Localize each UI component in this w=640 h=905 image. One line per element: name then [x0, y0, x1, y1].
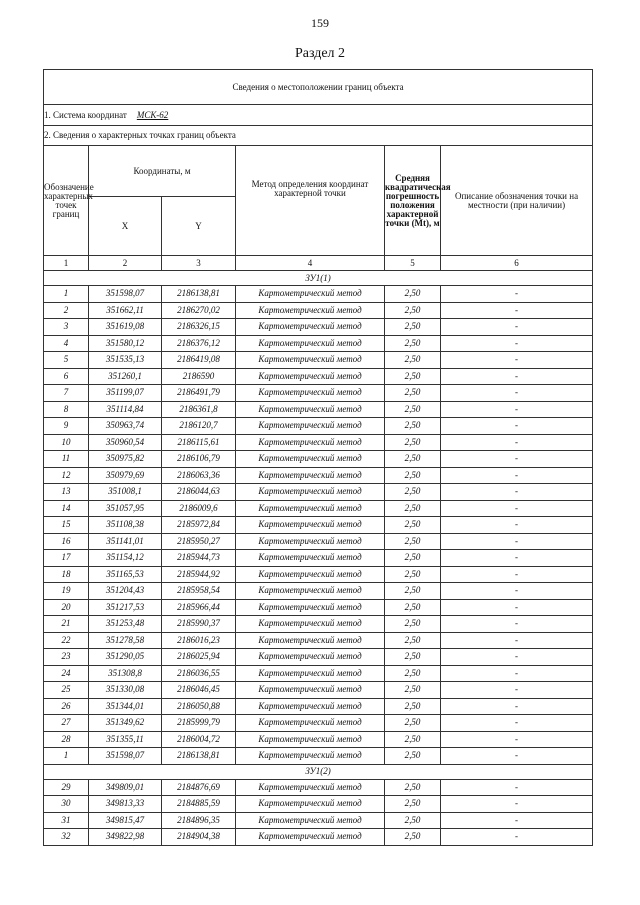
- method-cell: Картометрический метод: [236, 434, 385, 451]
- mt-value-cell: 2,50: [385, 500, 441, 517]
- description-cell: -: [441, 484, 593, 501]
- mt-value-cell: 2,50: [385, 599, 441, 616]
- header-coordinates: Координаты, м: [89, 146, 236, 197]
- point-number-cell: 25: [44, 682, 89, 699]
- method-cell: Картометрический метод: [236, 302, 385, 319]
- mt-value-cell: 2,50: [385, 352, 441, 369]
- coord-x-cell: 351349,62: [89, 715, 162, 732]
- coord-x-cell: 350975,82: [89, 451, 162, 468]
- coord-y-cell: 2186016,23: [162, 632, 236, 649]
- section-title: Раздел 2: [294, 46, 346, 61]
- table-row: [44, 500, 593, 517]
- method-cell: Картометрический метод: [236, 451, 385, 468]
- table-row: [44, 401, 593, 418]
- mt-value-cell: 2,50: [385, 649, 441, 666]
- table-row: [44, 829, 593, 846]
- coord-system-label: 1. Система координат: [44, 109, 127, 120]
- column-number: 4: [236, 256, 385, 271]
- method-cell: Картометрический метод: [236, 812, 385, 829]
- description-cell: -: [441, 665, 593, 682]
- coord-y-cell: 2185958,54: [162, 583, 236, 600]
- method-cell: Картометрический метод: [236, 796, 385, 813]
- coord-y-cell: 2185950,27: [162, 533, 236, 550]
- points-heading: 2. Сведения о характерных точках границ объекта: [44, 126, 593, 146]
- point-number-cell: 6: [44, 368, 89, 385]
- description-cell: -: [441, 368, 593, 385]
- coord-y-cell: 2186138,81: [162, 748, 236, 765]
- coord-x-cell: 351330,08: [89, 682, 162, 699]
- page-number: 159: [311, 16, 329, 30]
- coord-x-cell: 351108,38: [89, 517, 162, 534]
- coord-y-cell: 2186046,45: [162, 682, 236, 699]
- coord-x-cell: 351204,43: [89, 583, 162, 600]
- description-cell: -: [441, 500, 593, 517]
- coord-y-cell: 2186138,81: [162, 286, 236, 303]
- table-row: [44, 302, 593, 319]
- method-cell: Картометрический метод: [236, 335, 385, 352]
- method-cell: Картометрический метод: [236, 599, 385, 616]
- point-number-cell: 26: [44, 698, 89, 715]
- coord-y-cell: 2186004,72: [162, 731, 236, 748]
- coord-x-cell: 350963,74: [89, 418, 162, 435]
- coord-y-cell: 2186376,12: [162, 335, 236, 352]
- header-description: Описание обозначения точки на местности (при наличии): [441, 146, 593, 256]
- mt-value-cell: 2,50: [385, 368, 441, 385]
- column-number: 1: [44, 256, 89, 271]
- coord-x-cell: 349813,33: [89, 796, 162, 813]
- mt-value-cell: 2,50: [385, 829, 441, 846]
- header-error: Средняя квадратическая погрешность положения характерной точки (Mt), м: [385, 146, 441, 256]
- coord-y-cell: 2184904,38: [162, 829, 236, 846]
- mt-value-cell: 2,50: [385, 484, 441, 501]
- table-row: [44, 698, 593, 715]
- description-cell: -: [441, 385, 593, 402]
- mt-value-cell: 2,50: [385, 401, 441, 418]
- point-number-cell: 22: [44, 632, 89, 649]
- coord-x-cell: 351165,53: [89, 566, 162, 583]
- table-row: [44, 286, 593, 303]
- description-cell: -: [441, 434, 593, 451]
- header-x: X: [89, 197, 162, 256]
- coord-x-cell: 349809,01: [89, 779, 162, 796]
- table-row: [44, 566, 593, 583]
- table-row: [44, 599, 593, 616]
- method-cell: Картометрический метод: [236, 632, 385, 649]
- table-row: [44, 715, 593, 732]
- mt-value-cell: 2,50: [385, 731, 441, 748]
- table-row: [44, 352, 593, 369]
- table-row: [44, 335, 593, 352]
- point-number-cell: 9: [44, 418, 89, 435]
- mt-value-cell: 2,50: [385, 434, 441, 451]
- method-cell: Картометрический метод: [236, 467, 385, 484]
- point-number-cell: 1: [44, 286, 89, 303]
- method-cell: Картометрический метод: [236, 829, 385, 846]
- mt-value-cell: 2,50: [385, 682, 441, 699]
- coord-x-cell: 351253,48: [89, 616, 162, 633]
- coord-x-cell: 351290,05: [89, 649, 162, 666]
- column-numbers-row: [44, 256, 593, 271]
- coord-y-cell: 2186106,79: [162, 451, 236, 468]
- point-number-cell: 16: [44, 533, 89, 550]
- method-cell: Картометрический метод: [236, 748, 385, 765]
- point-number-cell: 18: [44, 566, 89, 583]
- mt-value-cell: 2,50: [385, 616, 441, 633]
- point-number-cell: 2: [44, 302, 89, 319]
- point-number-cell: 17: [44, 550, 89, 567]
- point-number-cell: 20: [44, 599, 89, 616]
- coord-y-cell: 2186120,7: [162, 418, 236, 435]
- point-number-cell: 28: [44, 731, 89, 748]
- method-cell: Картометрический метод: [236, 566, 385, 583]
- mt-value-cell: 2,50: [385, 286, 441, 303]
- group-header-row: [44, 271, 593, 286]
- coord-x-cell: 351057,95: [89, 500, 162, 517]
- method-cell: Картометрический метод: [236, 500, 385, 517]
- point-number-cell: 31: [44, 812, 89, 829]
- mt-value-cell: 2,50: [385, 467, 441, 484]
- coord-y-cell: 2185990,37: [162, 616, 236, 633]
- method-cell: Картометрический метод: [236, 418, 385, 435]
- description-cell: -: [441, 796, 593, 813]
- description-cell: -: [441, 632, 593, 649]
- description-cell: -: [441, 583, 593, 600]
- group-name: ЗУ1(1): [44, 271, 593, 286]
- point-number-cell: 24: [44, 665, 89, 682]
- description-cell: -: [441, 616, 593, 633]
- description-cell: -: [441, 302, 593, 319]
- header-point-designation: Обозначение характерных точек границ: [44, 146, 89, 256]
- description-cell: -: [441, 451, 593, 468]
- method-cell: Картометрический метод: [236, 779, 385, 796]
- point-number-cell: 5: [44, 352, 89, 369]
- coord-y-cell: 2186491,79: [162, 385, 236, 402]
- coord-x-cell: 351154,12: [89, 550, 162, 567]
- coord-y-cell: 2184896,35: [162, 812, 236, 829]
- method-cell: Картометрический метод: [236, 368, 385, 385]
- group-header-row: [44, 764, 593, 779]
- table-row: [44, 533, 593, 550]
- point-number-cell: 29: [44, 779, 89, 796]
- description-cell: -: [441, 698, 593, 715]
- description-cell: -: [441, 812, 593, 829]
- table-row: [44, 434, 593, 451]
- table-row: [44, 616, 593, 633]
- description-cell: -: [441, 319, 593, 336]
- method-cell: Картометрический метод: [236, 385, 385, 402]
- mt-value-cell: 2,50: [385, 302, 441, 319]
- point-number-cell: 32: [44, 829, 89, 846]
- coord-x-cell: 350979,69: [89, 467, 162, 484]
- coord-y-cell: 2186063,36: [162, 467, 236, 484]
- description-cell: -: [441, 566, 593, 583]
- column-number: 6: [441, 256, 593, 271]
- method-cell: Картометрический метод: [236, 616, 385, 633]
- mt-value-cell: 2,50: [385, 632, 441, 649]
- description-cell: -: [441, 715, 593, 732]
- method-cell: Картометрический метод: [236, 319, 385, 336]
- coord-x-cell: 351344,01: [89, 698, 162, 715]
- header-row-1: [44, 146, 593, 197]
- method-cell: Картометрический метод: [236, 533, 385, 550]
- coord-x-cell: 349815,47: [89, 812, 162, 829]
- coord-x-cell: 351141,01: [89, 533, 162, 550]
- point-number-cell: 30: [44, 796, 89, 813]
- point-number-cell: 10: [44, 434, 89, 451]
- mt-value-cell: 2,50: [385, 451, 441, 468]
- coord-y-cell: 2186044,63: [162, 484, 236, 501]
- table-row: [44, 632, 593, 649]
- table-row: [44, 682, 593, 699]
- point-number-cell: 3: [44, 319, 89, 336]
- description-cell: -: [441, 550, 593, 567]
- description-cell: -: [441, 599, 593, 616]
- method-cell: Картометрический метод: [236, 484, 385, 501]
- table-row: [44, 319, 593, 336]
- method-cell: Картометрический метод: [236, 682, 385, 699]
- method-cell: Картометрический метод: [236, 698, 385, 715]
- mt-value-cell: 2,50: [385, 748, 441, 765]
- coord-y-cell: 2186036,55: [162, 665, 236, 682]
- coord-y-cell: 2185972,84: [162, 517, 236, 534]
- points-heading-row: [44, 126, 593, 146]
- coord-system-value: МСК-62: [136, 109, 169, 120]
- coord-y-cell: 2184876,69: [162, 779, 236, 796]
- coord-x-cell: 351619,08: [89, 319, 162, 336]
- coord-y-cell: 2186361,8: [162, 401, 236, 418]
- column-number: 3: [162, 256, 236, 271]
- table-row: [44, 812, 593, 829]
- coord-x-cell: 351580,12: [89, 335, 162, 352]
- table-row: [44, 550, 593, 567]
- point-number-cell: 12: [44, 467, 89, 484]
- coord-x-cell: 351199,07: [89, 385, 162, 402]
- point-number-cell: 21: [44, 616, 89, 633]
- table-row: [44, 467, 593, 484]
- description-cell: -: [441, 649, 593, 666]
- point-number-cell: 14: [44, 500, 89, 517]
- point-number-cell: 1: [44, 748, 89, 765]
- method-cell: Картометрический метод: [236, 649, 385, 666]
- point-number-cell: 7: [44, 385, 89, 402]
- coord-y-cell: 2185966,44: [162, 599, 236, 616]
- method-cell: Картометрический метод: [236, 286, 385, 303]
- description-cell: -: [441, 335, 593, 352]
- description-cell: -: [441, 286, 593, 303]
- coord-y-cell: 2184885,59: [162, 796, 236, 813]
- coord-x-cell: 351598,07: [89, 748, 162, 765]
- description-cell: -: [441, 533, 593, 550]
- point-number-cell: 8: [44, 401, 89, 418]
- coord-y-cell: 2185944,73: [162, 550, 236, 567]
- description-cell: -: [441, 352, 593, 369]
- coord-x-cell: 351260,1: [89, 368, 162, 385]
- description-cell: -: [441, 467, 593, 484]
- mt-value-cell: 2,50: [385, 812, 441, 829]
- mt-value-cell: 2,50: [385, 418, 441, 435]
- coord-x-cell: 349822,98: [89, 829, 162, 846]
- coord-y-cell: 2185999,79: [162, 715, 236, 732]
- mt-value-cell: 2,50: [385, 583, 441, 600]
- point-number-cell: 11: [44, 451, 89, 468]
- coord-x-cell: 351278,58: [89, 632, 162, 649]
- coord-x-cell: 351114,84: [89, 401, 162, 418]
- header-y: Y: [162, 197, 236, 256]
- method-cell: Картометрический метод: [236, 583, 385, 600]
- description-cell: -: [441, 517, 593, 534]
- mt-value-cell: 2,50: [385, 533, 441, 550]
- table-row: [44, 484, 593, 501]
- method-cell: Картометрический метод: [236, 665, 385, 682]
- table-row: [44, 583, 593, 600]
- coord-y-cell: 2186009,6: [162, 500, 236, 517]
- coord-x-cell: 350960,54: [89, 434, 162, 451]
- coord-y-cell: 2186419,08: [162, 352, 236, 369]
- coord-y-cell: 2186050,88: [162, 698, 236, 715]
- method-cell: Картометрический метод: [236, 731, 385, 748]
- mt-value-cell: 2,50: [385, 517, 441, 534]
- coord-y-cell: 2186115,61: [162, 434, 236, 451]
- mt-value-cell: 2,50: [385, 319, 441, 336]
- point-number-cell: 4: [44, 335, 89, 352]
- coord-y-cell: 2186590: [162, 368, 236, 385]
- coord-x-cell: 351217,53: [89, 599, 162, 616]
- description-cell: -: [441, 779, 593, 796]
- coord-y-cell: 2185944,92: [162, 566, 236, 583]
- coord-x-cell: 351598,07: [89, 286, 162, 303]
- description-cell: -: [441, 829, 593, 846]
- column-number: 5: [385, 256, 441, 271]
- mt-value-cell: 2,50: [385, 550, 441, 567]
- table-banner-row: [44, 70, 593, 105]
- mt-value-cell: 2,50: [385, 779, 441, 796]
- table-row: [44, 451, 593, 468]
- mt-value-cell: 2,50: [385, 335, 441, 352]
- method-cell: Картометрический метод: [236, 550, 385, 567]
- mt-value-cell: 2,50: [385, 796, 441, 813]
- point-number-cell: 15: [44, 517, 89, 534]
- column-number: 2: [89, 256, 162, 271]
- method-cell: Картометрический метод: [236, 517, 385, 534]
- table-row: [44, 731, 593, 748]
- method-cell: Картометрический метод: [236, 715, 385, 732]
- group-name: ЗУ1(2): [44, 764, 593, 779]
- method-cell: Картометрический метод: [236, 352, 385, 369]
- description-cell: -: [441, 401, 593, 418]
- method-cell: Картометрический метод: [236, 401, 385, 418]
- description-cell: -: [441, 731, 593, 748]
- mt-value-cell: 2,50: [385, 385, 441, 402]
- point-number-cell: 23: [44, 649, 89, 666]
- table-row: [44, 368, 593, 385]
- table-row: [44, 748, 593, 765]
- point-number-cell: 13: [44, 484, 89, 501]
- table-row: [44, 779, 593, 796]
- table-row: [44, 665, 593, 682]
- mt-value-cell: 2,50: [385, 566, 441, 583]
- coord-x-cell: 351662,11: [89, 302, 162, 319]
- coord-y-cell: 2186270,02: [162, 302, 236, 319]
- coord-system-cell: [44, 105, 593, 126]
- table-row: [44, 796, 593, 813]
- description-cell: -: [441, 682, 593, 699]
- description-cell: -: [441, 418, 593, 435]
- coord-x-cell: 351308,8: [89, 665, 162, 682]
- coord-system-row: [44, 105, 593, 126]
- boundary-points-table: [43, 69, 593, 846]
- mt-value-cell: 2,50: [385, 698, 441, 715]
- mt-value-cell: 2,50: [385, 665, 441, 682]
- mt-value-cell: 2,50: [385, 715, 441, 732]
- point-number-cell: 27: [44, 715, 89, 732]
- point-number-cell: 19: [44, 583, 89, 600]
- coord-x-cell: 351355,11: [89, 731, 162, 748]
- table-row: [44, 517, 593, 534]
- table-banner: Сведения о местоположении границ объекта: [44, 70, 593, 105]
- coord-y-cell: 2186025,94: [162, 649, 236, 666]
- coord-x-cell: 351008,1: [89, 484, 162, 501]
- coord-y-cell: 2186326,15: [162, 319, 236, 336]
- description-cell: -: [441, 748, 593, 765]
- table-row: [44, 649, 593, 666]
- table-row: [44, 418, 593, 435]
- header-method: Метод определения координат характерной точки: [236, 146, 385, 256]
- coord-x-cell: 351535,13: [89, 352, 162, 369]
- table-row: [44, 385, 593, 402]
